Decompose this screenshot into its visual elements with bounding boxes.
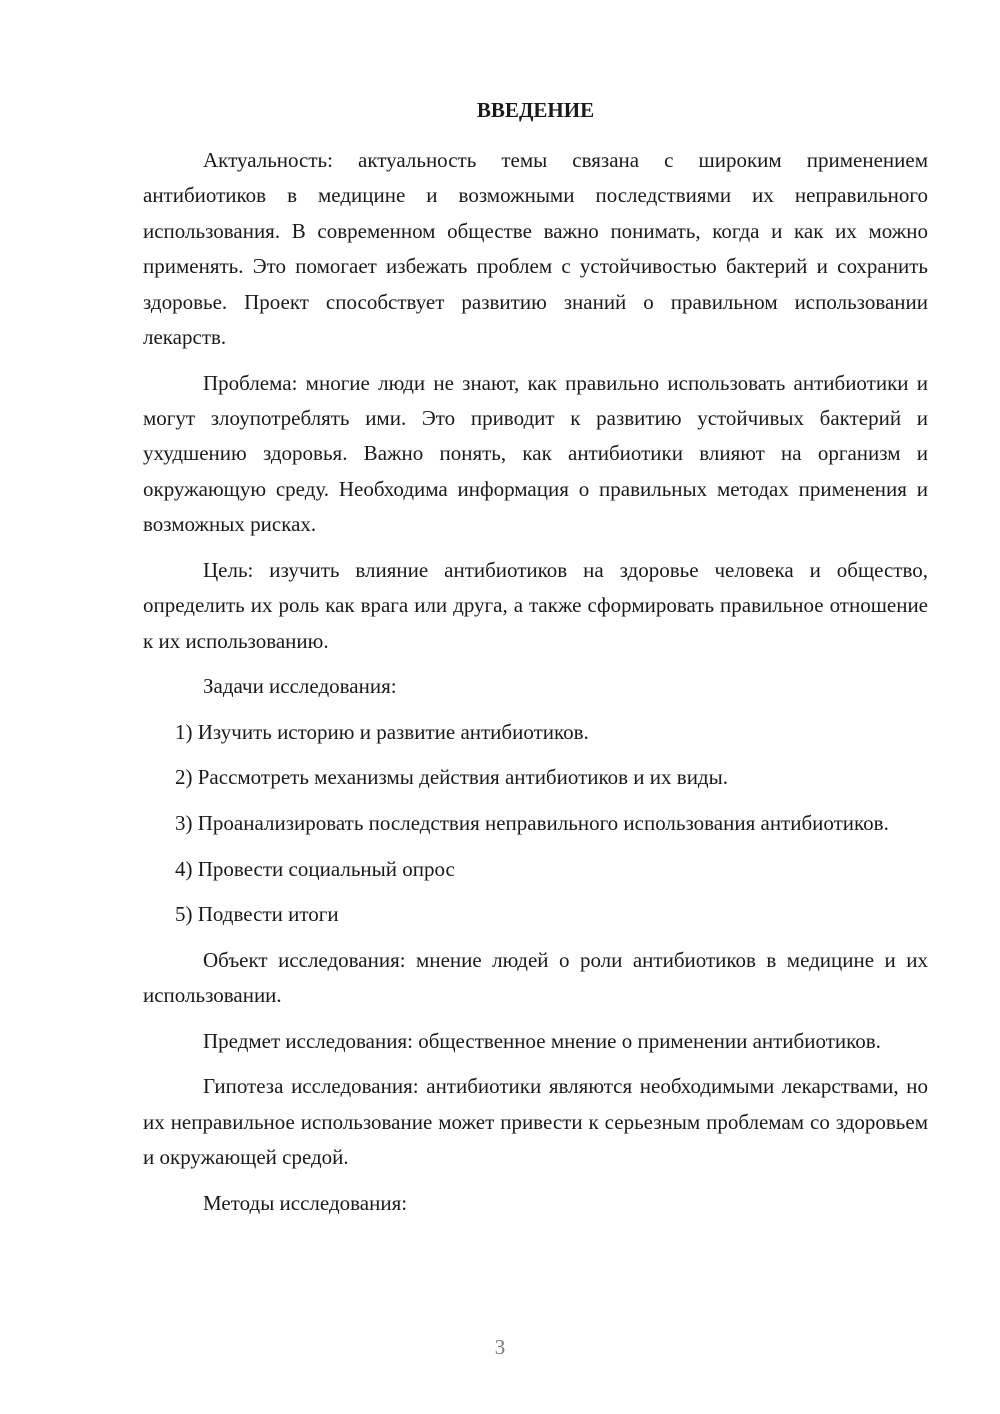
document-body	[143, 143, 928, 1221]
paragraph-hypothesis: Гипотеза исследования: антибиотики являются необходимыми лекарствами, но их неправильное использование может привести к серьезным проблемам со здоровьем и окружающей средой.	[143, 1074, 928, 1170]
section-title: ВВЕДЕНИЕ	[476, 98, 595, 122]
paragraph-subject: Предмет исследования: общественное мнение о применении антибиотиков.	[203, 1028, 881, 1053]
paragraph-goal: Цель: изучить влияние антибиотиков на здоровье человека и общество, определить их роль как врага или друга, а также сформировать правильное отношение к их использованию.	[143, 557, 928, 653]
paragraph-relevance: Актуальность: актуальность темы связана с широким применением антибиотиков в медицине и возможными последствиями их неправильного использования. В современном обществе важно понимать, когда и как их можно применять. Это помогает избежать проблем с устойчивостью бактерий и сохранить здоровье. Проект способствует развитию знаний о правильном использовании лекарств.	[143, 148, 928, 350]
page-number: 3	[494, 1335, 506, 1359]
paragraph-object: Объект исследования: мнение людей о роли антибиотиков в медицине и их использовании.	[143, 947, 928, 1008]
methods-heading: Методы исследования:	[203, 1190, 408, 1215]
task-item-2: 2) Рассмотреть механизмы действия антибиотиков и их виды.	[175, 765, 728, 790]
task-item-5: 5) Подвести итоги	[175, 902, 339, 927]
task-item-4: 4) Провести социальный опрос	[175, 856, 455, 881]
paragraph-problem: Проблема: многие люди не знают, как правильно использовать антибиотики и могут злоупотреблять ими. Это приводит к развитию устойчивых бактерий и ухудшению здоровья. Важно понять, как антибиотики влияют на организм и окружающую среду. Необходима информация о правильных методах применения и возможных рисках.	[143, 370, 928, 537]
task-item-1: 1) Изучить историю и развитие антибиотиков.	[175, 719, 589, 744]
tasks-heading: Задачи исследования:	[203, 674, 397, 699]
task-item-3: 3) Проанализировать последствия неправильного использования антибиотиков.	[175, 811, 889, 836]
